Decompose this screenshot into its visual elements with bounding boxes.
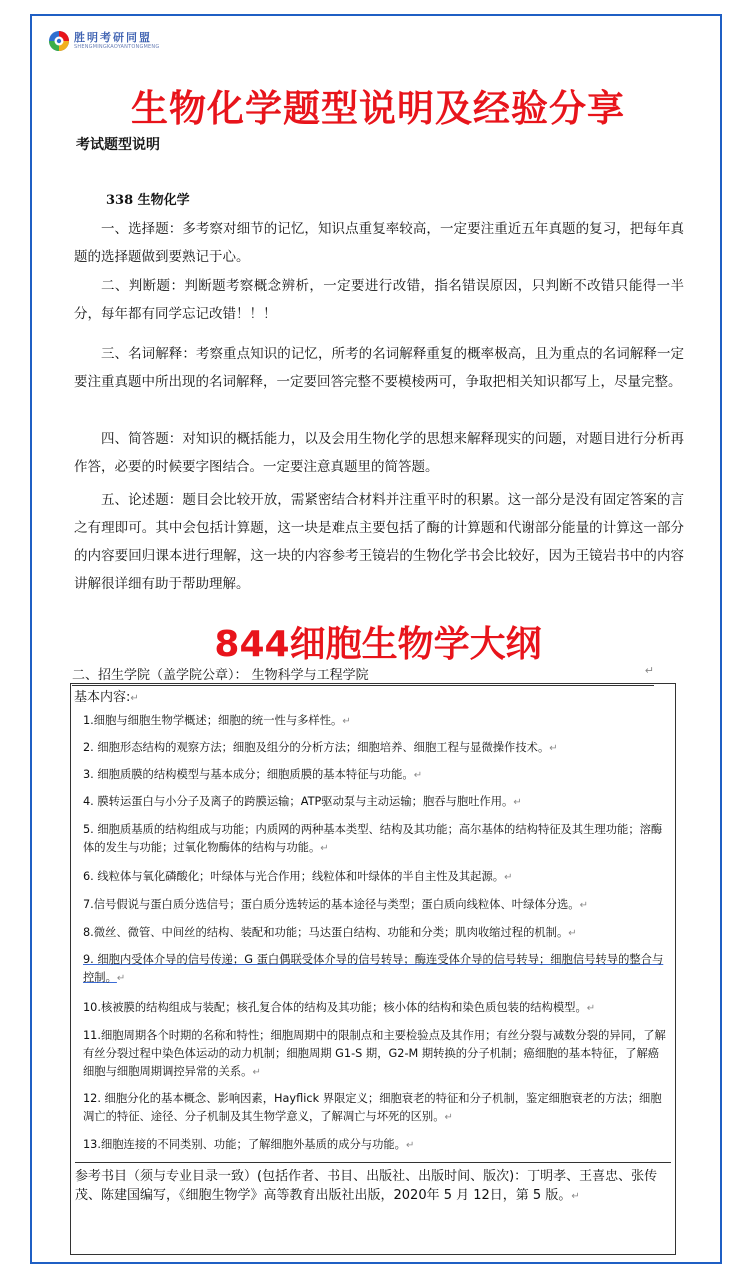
outline-item-text: 5. 细胞质基质的结构组成与功能；内质网的两种基本类型、结构及其功能；高尔基体的结构特征及其生理功能；溶酶体的发生与功能；过氧化物酶体的结构与功能。	[83, 823, 663, 854]
outline-item	[83, 1090, 667, 1127]
outline-item-text: 6. 线粒体与氧化磷酸化；叶绿体与光合作用；线粒体和叶绿体的半自主性及其起源。	[83, 870, 505, 883]
outline-item-text: 11.细胞周期各个时期的名称和特性；细胞周期中的限制点和主要检验点及其作用；有丝分裂与减数分裂的异同，了解有丝分裂过程中染色体运动的动力机制；细胞周期 G1-S 期，G2-M 期转换的分子机制；癌细胞的基本特征，了解癌细胞与细胞周期调控异常的关系。	[83, 1029, 666, 1078]
exam-section-heading: 考试题型说明	[76, 137, 160, 153]
exam-paragraph-terms: 三、名词解释：考察重点知识的记忆，所考的名词解释重复的概率极高，且为重点的名词解释一定要注重真题中所出现的名词解释，一定要回答完整不要模棱两可，争取把相关知识都写上，尽量完整。	[74, 346, 684, 390]
exam-paragraph-choice: 一、选择题：多考察对细节的记忆，知识点重复率较高，一定要注重近五年真题的复习，把每年真题的选择题做到要熟记于心。	[74, 221, 684, 265]
return-mark: ↵	[586, 1003, 596, 1014]
outline-item	[83, 1027, 667, 1082]
return-mark: ↵	[342, 716, 351, 727]
return-mark: ↵	[504, 872, 513, 883]
return-mark: ↵	[252, 1067, 261, 1078]
brand-name-en: SHENGMINGKAOYANTONGMENG	[74, 44, 160, 50]
exam-paragraph-truefalse: 二、判断题：判断题考察概念辨析，一定要进行改错，指名错误原因，只判断不改错只能得一半分，每年都有同学忘记改错！！！	[74, 278, 684, 322]
outline-item	[83, 924, 667, 943]
outline-item	[83, 712, 667, 731]
outline-title: 844细胞生物学大纲	[214, 624, 542, 665]
outline-item	[83, 739, 667, 758]
return-mark: ↵	[644, 664, 654, 677]
outline-item-text: 4. 膜转运蛋白与小分子及离子的跨膜运输；ATP驱动泵与主动运输；胞吞与胞吐作用。	[83, 795, 514, 808]
basic-content-label	[74, 686, 139, 705]
return-mark: ↵	[130, 693, 139, 704]
outline-item	[83, 999, 667, 1018]
outline-item-text: 9. 细胞内受体介导的信号传递；G 蛋白偶联受体介导的信号转导；酶连受体介导的信号转导；细胞信号转导的整合与控制。	[83, 953, 664, 984]
subject-label: 338 生物化学	[106, 193, 190, 208]
outline-item-text: 2. 细胞形态结构的观察方法；细胞及组分的分析方法；细胞培养、细胞工程与显微操作技术。	[83, 741, 550, 754]
return-mark: ↵	[579, 900, 588, 911]
return-mark: ↵	[320, 843, 329, 854]
return-mark: ↵	[444, 1112, 453, 1123]
return-mark: ↵	[568, 928, 577, 939]
reference-text: 参考书目（须与专业目录一致）(包括作者、书目、出版社、出版时间、版次)：丁明孝、王喜忠、张传茂、陈建国编写，《细胞生物学》高等教育出版社出版，2020年 5 月 12日，第 5 版。	[75, 1169, 658, 1203]
outline-box	[70, 683, 676, 1255]
brand-emblem-icon	[48, 30, 70, 52]
brand-logo	[48, 30, 159, 52]
return-mark: ↵	[513, 797, 522, 808]
reference-books	[75, 1162, 671, 1206]
basic-label-text: 基本内容:	[74, 690, 131, 705]
return-mark: ↵	[116, 973, 126, 984]
return-mark: ↵	[413, 770, 423, 781]
outline-item	[83, 896, 667, 915]
return-mark: ↵	[571, 1191, 580, 1202]
outline-item-text: 10.核被膜的结构组成与装配；核孔复合体的结构及其功能；核小体的结构和染色质包装的结构模型。	[83, 1001, 587, 1014]
outline-item	[83, 868, 667, 887]
outline-item	[83, 766, 667, 785]
exam-paragraph-short-answer: 四、简答题：对知识的概括能力，以及会用生物化学的思想来解释现实的问题，对题目进行分析再作答，必要的时候要字图结合。一定要注意真题里的简答题。	[74, 431, 684, 475]
outline-item-text: 12. 细胞分化的基本概念、影响因素，Hayflick 界限定义；细胞衰老的特征和分子机制，鉴定细胞衰老的方法；细胞凋亡的特征、途径、分子机制及其生物学意义，了解凋亡与坏死的区别。	[83, 1092, 662, 1123]
outline-item-text: 1.细胞与细胞生物学概述；细胞的统一性与多样性。	[83, 714, 343, 727]
page-title: 生物化学题型说明及经验分享	[131, 87, 625, 130]
return-mark: ↵	[549, 743, 558, 754]
exam-paragraph-essay: 五、论述题：题目会比较开放，需紧密结合材料并注重平时的积累。这一部分是没有固定答案的言之有理即可。其中会包括计算题，这一块是难点主要包括了酶的计算题和代谢部分能量的计算这一部分的内容要回归课本进行理解，这一块的内容参考王镜岩的生物化学书会比较好，因为王镜岩书中的内容讲解很详细有助于帮助理解。	[74, 492, 684, 592]
school-line-text: 二、招生学院（盖学院公章）： 生物科学与工程学院	[72, 668, 369, 683]
outline-item-text: 13.细胞连接的不同类别、功能；了解细胞外基质的成分与功能。	[83, 1138, 406, 1151]
outline-item	[83, 821, 667, 858]
return-mark: ↵	[405, 1140, 415, 1151]
outline-item-text: 7.信号假说与蛋白质分选信号；蛋白质分选转运的基本途径与类型；蛋白质向线粒体、叶绿体分选。	[83, 898, 580, 911]
outline-item	[83, 793, 667, 812]
outline-item	[83, 1136, 667, 1155]
brand-name-cn: 胜明考研同盟	[74, 31, 152, 44]
outline-item-text: 3. 细胞质膜的结构模型与基本成分；细胞质膜的基本特征与功能。	[83, 768, 414, 781]
outline-item-text: 8.微丝、微管、中间丝的结构、装配和功能；马达蛋白结构、功能和分类；肌肉收缩过程的机制。	[83, 926, 569, 939]
outline-item	[83, 951, 667, 988]
